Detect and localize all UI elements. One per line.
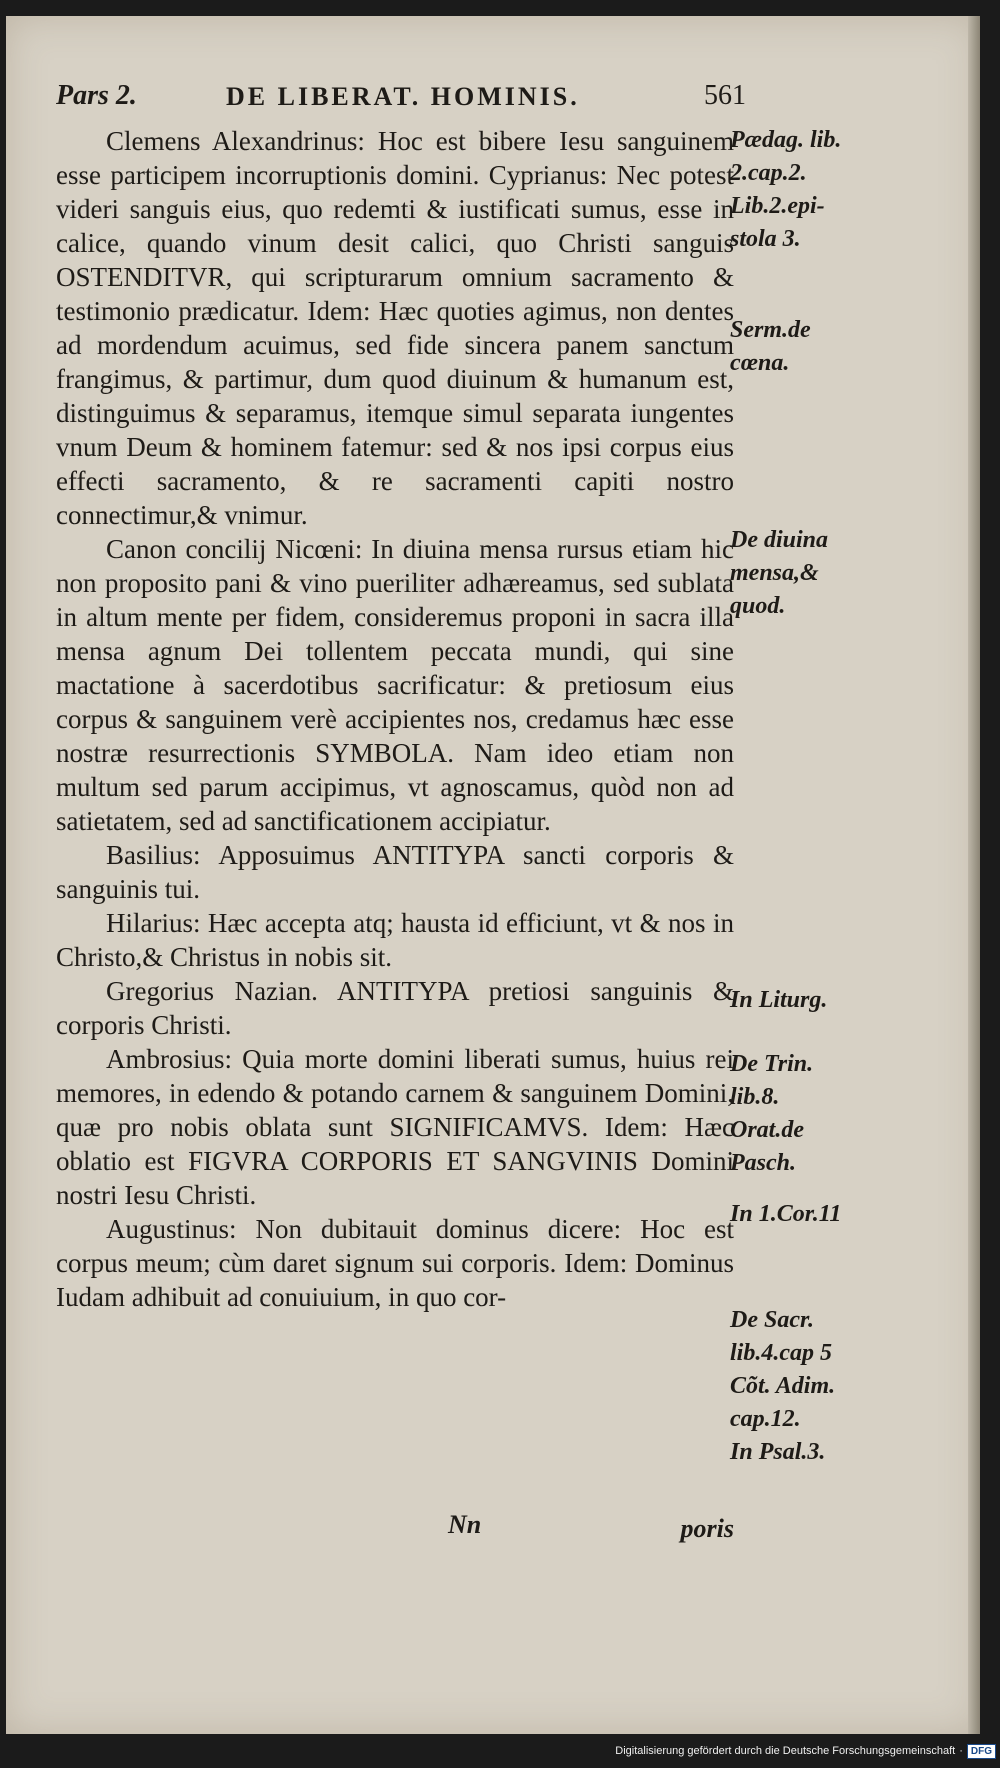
- catchword: poris: [680, 1514, 734, 1543]
- margin-notes: [730, 124, 870, 1524]
- paragraph-gregorius: Gregorius Nazian. ANTITYPA pretiosi sanguinis & corporis Christi.: [56, 976, 734, 1040]
- margin-note: Serm.de cœna.: [730, 317, 811, 376]
- dfg-logo: DFG: [967, 1744, 996, 1759]
- page-number: 561: [704, 80, 746, 111]
- paragraph-augustinus: Augustinus: Non dubitauit dominus dicere: Hoc est corpus meum; cùm daret signum sui corporis. Idem: Dominus Iudam adhibuit ad conuiuium, in quo cor-: [56, 1214, 734, 1312]
- part-label: Pars 2.: [56, 80, 137, 111]
- digitization-credit: Digitalisierung gefördert durch die Deutsche Forschungsgemeinschaft: [615, 1745, 956, 1757]
- separator: ·: [959, 1745, 963, 1757]
- margin-note: De Trin. lib.8. Orat.de Pasch.: [730, 1051, 814, 1176]
- signature-mark: Nn: [448, 1510, 482, 1539]
- margin-note: De diuina mensa,& quod.: [730, 527, 829, 619]
- running-header: [56, 80, 746, 120]
- running-title: DE LIBERAT. HOMINIS.: [226, 82, 580, 111]
- page-footer-line: [56, 1510, 734, 1550]
- digitization-credit-bar: [615, 1740, 996, 1762]
- main-text: [56, 124, 734, 1564]
- margin-note: In Liturg.: [730, 987, 828, 1013]
- paragraph-basilius: Basilius: Apposuimus ANTITYPA sancti corporis & sanguinis tui.: [56, 840, 734, 904]
- margin-note: In 1.Cor.11: [730, 1201, 842, 1227]
- paragraph-ambrosius: Ambrosius: Quia morte domini liberati sumus, huius rei memores, in edendo & potando carnem & sanguinem Domini, quæ pro nobis oblata sunt SIGNIFICAMVS. Idem: Hæc oblatio est FIGVRA CORPORIS ET SANGVINIS Domini nostri Iesu Christi.: [56, 1044, 734, 1210]
- paragraph-clemens: Clemens Alexandrinus: Hoc est bibere Iesu sanguinem esse participem incorruptionis domini. Cyprianus: Nec potest videri sanguis eius, quo redemti & iustificati sumus, esse in calice, quando vinum desit calici, quo Christi sanguis OSTENDITVR, qui scripturarum omnium sacramento & testimonio prædicatur. Idem: Hæc quoties agimus, non dentes ad mordendum acuimus, sed fide sincera panem sanctum frangimus, & partimur, dum quod diuinum & humanum est, distinguimus & separamus, itemque simul separata iungentes vnum Deum & hominem fatemur: sed & nos ipsi corpus eius effecti sacramento, & re sacramenti capiti nostro connectimur,& vnimur.: [56, 126, 734, 530]
- margin-note: De Sacr. lib.4.cap 5 Cõt. Adim. cap.12. In Psal.3.: [730, 1307, 836, 1465]
- book-page: [6, 16, 980, 1734]
- margin-note: Pædag. lib. 2.cap.2. Lib.2.epi- stola 3.: [730, 127, 842, 252]
- paragraph-hilarius: Hilarius: Hæc accepta atq; hausta id efficiunt, vt & nos in Christo,& Christus in nobis sit.: [56, 908, 734, 972]
- page-edge-shadow: [968, 16, 980, 1734]
- paragraph-canon-nicaeni: Canon concilij Nicœni: In diuina mensa rursus etiam hic non proposito pani & vino pueriliter adhæreamus, sed sublata in altum mente per fidem, consideremus proponi in sacra illa mensa agnum Dei tollentem peccata mundi, qui sine mactatione à sacerdotibus sacrificatur: & pretiosum eius corpus & sanguinem verè accipientes nos, credamus hæc esse nostræ resurrectionis SYMBOLA. Nam ideo etiam non multum sed parum accipimus, vt agnoscamus, quòd non ad satietatem, sed ad sanctificationem accipiatur.: [56, 534, 734, 836]
